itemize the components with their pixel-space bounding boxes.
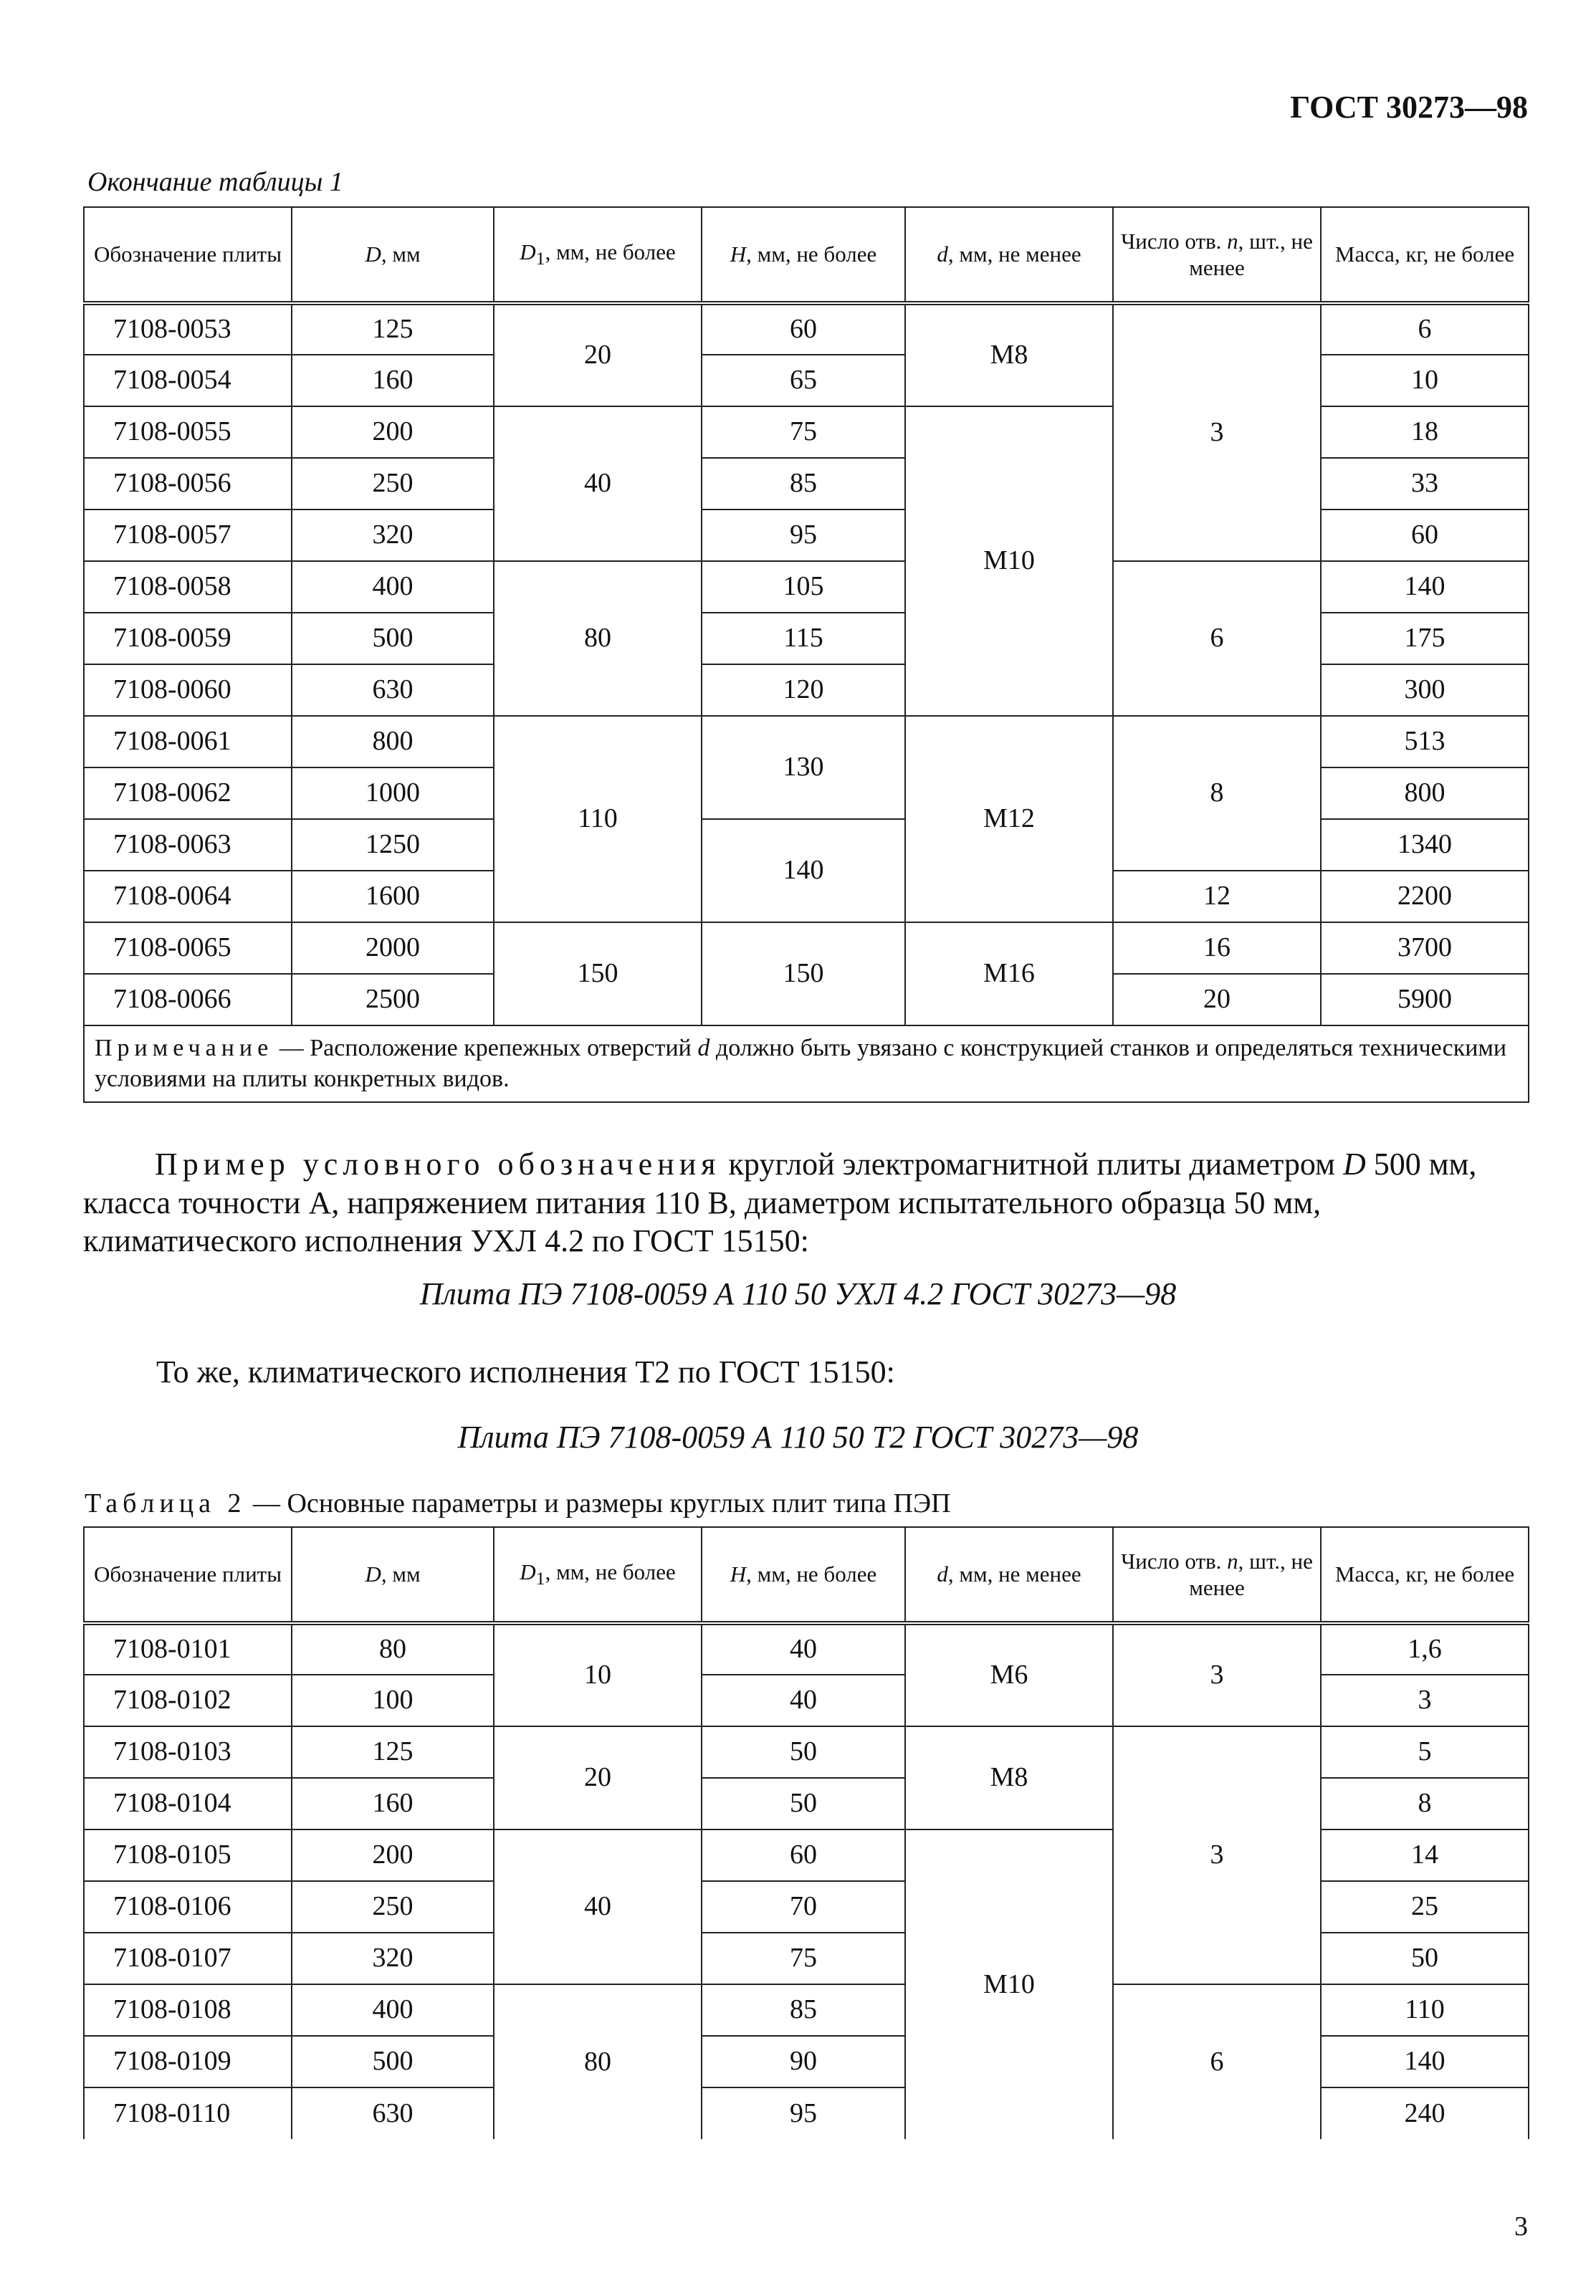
col-d-header: D, мм (292, 207, 494, 303)
cell-code: 7108-0103 (84, 1726, 292, 1778)
cell-d: 1600 (292, 871, 494, 922)
cell-d: 800 (292, 716, 494, 767)
cell-holes: 12 (1113, 871, 1321, 922)
cell-holes: 6 (1113, 1984, 1321, 2139)
cell-code: 7108-0060 (84, 664, 292, 716)
cell-dsmall: М8 (905, 1726, 1113, 1829)
cell-h: 90 (702, 2036, 905, 2087)
cell-d: 160 (292, 1778, 494, 1829)
cell-mass: 33 (1321, 458, 1529, 510)
cell-d1: 20 (494, 1726, 702, 1829)
cell-mass: 1340 (1321, 819, 1529, 871)
cell-d: 125 (292, 1726, 494, 1778)
col-d-header: D, мм (292, 1527, 494, 1623)
cell-mass: 5900 (1321, 974, 1529, 1025)
col-h-header: H, мм, не более (702, 1527, 905, 1623)
cell-h: 60 (702, 1829, 905, 1881)
cell-code: 7108-0054 (84, 355, 292, 406)
cell-holes: 20 (1113, 974, 1321, 1025)
cell-h: 115 (702, 613, 905, 664)
cell-mass: 1,6 (1321, 1623, 1529, 1675)
cell-d1: 150 (494, 922, 702, 1025)
table-row (84, 1726, 1529, 1778)
cell-h: 140 (702, 819, 905, 922)
cell-h: 120 (702, 664, 905, 716)
cell-code: 7108-0101 (84, 1623, 292, 1675)
cell-d: 2000 (292, 922, 494, 974)
col-d1-header: $D_1$, мм, не более (494, 1527, 702, 1623)
table-row (84, 303, 1529, 355)
cell-mass: 513 (1321, 716, 1529, 767)
cell-dsmall: М10 (905, 1829, 1113, 2139)
cell-d1: 20 (494, 303, 702, 406)
cell-d: 320 (292, 510, 494, 561)
cell-mass: 3 (1321, 1675, 1529, 1726)
col-designation-header: Обозначение плиты (84, 207, 292, 303)
cell-h: 75 (702, 1933, 905, 1984)
cell-d: 630 (292, 664, 494, 716)
table-row (84, 561, 1529, 613)
standard-code: ГОСТ 30273—98 (1290, 90, 1528, 125)
cell-code: 7108-0053 (84, 303, 292, 355)
cell-d: 200 (292, 1829, 494, 1881)
cell-d: 125 (292, 303, 494, 355)
cell-d: 400 (292, 561, 494, 613)
cell-d: 250 (292, 458, 494, 510)
cell-h: 60 (702, 303, 905, 355)
cell-h: 95 (702, 510, 905, 561)
col-h-header: H, мм, не более (702, 207, 905, 303)
cell-h: 105 (702, 561, 905, 613)
cell-d1: 110 (494, 716, 702, 922)
cell-h: 40 (702, 1675, 905, 1726)
cell-dsmall: М10 (905, 406, 1113, 716)
cell-holes: 16 (1113, 922, 1321, 974)
cell-holes: 3 (1113, 1726, 1321, 1984)
example-designation-1: Плита ПЭ 7108-0059 А 110 50 УХЛ 4.2 ГОСТ 30273—98 (419, 1276, 1177, 1311)
cell-mass: 110 (1321, 1984, 1529, 2036)
table2 (83, 1526, 1529, 2139)
cell-dsmall: М6 (905, 1623, 1113, 1726)
cell-mass: 175 (1321, 613, 1529, 664)
cell-mass: 2200 (1321, 871, 1529, 922)
cell-mass: 5 (1321, 1726, 1529, 1778)
cell-code: 7108-0105 (84, 1829, 292, 1881)
page-number: 3 (1514, 2211, 1528, 2242)
col-mass-header: Масса, кг, не более (1321, 207, 1529, 303)
cell-mass: 140 (1321, 2036, 1529, 2087)
cell-mass: 50 (1321, 1933, 1529, 1984)
cell-h: 50 (702, 1778, 905, 1829)
cell-code: 7108-0062 (84, 767, 292, 819)
cell-d: 250 (292, 1881, 494, 1933)
col-mass-header: Масса, кг, не более (1321, 1527, 1529, 1623)
table-row (84, 716, 1529, 767)
table2-header-row (84, 1527, 1529, 1623)
cell-code: 7108-0061 (84, 716, 292, 767)
cell-code: 7108-0056 (84, 458, 292, 510)
cell-d: 80 (292, 1623, 494, 1675)
cell-h: 75 (702, 406, 905, 458)
cell-d: 2500 (292, 974, 494, 1025)
cell-d: 1000 (292, 767, 494, 819)
col-holes-header: Число отв. n, шт., не менее (1113, 207, 1321, 303)
cell-d: 100 (292, 1675, 494, 1726)
cell-d: 500 (292, 2036, 494, 2087)
example-paragraph: Пример условного обозначения круглой электромагнитной плиты диаметром D 500 мм, класса точности А, напряжением питания 110 В, диаметром испытательного образца 50 мм, климатического исполнения УХЛ 4.2 по ГОСТ 15150: (83, 1147, 1477, 1259)
col-designation-header: Обозначение плиты (84, 1527, 292, 1623)
cell-d: 1250 (292, 819, 494, 871)
table-note-row (84, 1025, 1529, 1102)
cell-code: 7108-0057 (84, 510, 292, 561)
cell-mass: 240 (1321, 2087, 1529, 2139)
cell-h: 50 (702, 1726, 905, 1778)
col-d1-header: $D_1$, мм, не более (494, 207, 702, 303)
same-climatic-paragraph: То же, климатического исполнения Т2 по ГОСТ 15150: (156, 1354, 895, 1389)
cell-code: 7108-0108 (84, 1984, 292, 2036)
cell-mass: 8 (1321, 1778, 1529, 1829)
cell-d: 160 (292, 355, 494, 406)
cell-d: 320 (292, 1933, 494, 1984)
cell-code: 7108-0102 (84, 1675, 292, 1726)
col-dsmall-header: d, мм, не менее (905, 1527, 1113, 1623)
cell-h: 130 (702, 716, 905, 819)
cell-code: 7108-0110 (84, 2087, 292, 2139)
cell-dsmall: М12 (905, 716, 1113, 922)
cell-code: 7108-0063 (84, 819, 292, 871)
cell-mass: 3700 (1321, 922, 1529, 974)
cell-mass: 18 (1321, 406, 1529, 458)
cell-d1: 40 (494, 1829, 702, 1984)
cell-code: 7108-0064 (84, 871, 292, 922)
cell-h: 85 (702, 1984, 905, 2036)
cell-holes: 6 (1113, 561, 1321, 716)
cell-h: 40 (702, 1623, 905, 1675)
cell-d: 630 (292, 2087, 494, 2139)
cell-code: 7108-0109 (84, 2036, 292, 2087)
cell-h: 85 (702, 458, 905, 510)
cell-h: 150 (702, 922, 905, 1025)
cell-code: 7108-0059 (84, 613, 292, 664)
cell-h: 65 (702, 355, 905, 406)
cell-d1: 80 (494, 1984, 702, 2139)
cell-d1: 40 (494, 406, 702, 561)
cell-code: 7108-0066 (84, 974, 292, 1025)
cell-mass: 6 (1321, 303, 1529, 355)
cell-code: 7108-0065 (84, 922, 292, 974)
cell-mass: 25 (1321, 1881, 1529, 1933)
cell-d1: 80 (494, 561, 702, 716)
cell-holes: 8 (1113, 716, 1321, 871)
cell-holes: 3 (1113, 1623, 1321, 1726)
cell-mass: 14 (1321, 1829, 1529, 1881)
cell-d: 200 (292, 406, 494, 458)
cell-mass: 300 (1321, 664, 1529, 716)
cell-holes: 3 (1113, 303, 1321, 561)
cell-code: 7108-0107 (84, 1933, 292, 1984)
cell-mass: 800 (1321, 767, 1529, 819)
table1-header-row (84, 207, 1529, 303)
cell-mass: 60 (1321, 510, 1529, 561)
cell-d: 400 (292, 1984, 494, 2036)
cell-d: 500 (292, 613, 494, 664)
col-holes-header: Число отв. n, шт., не менее (1113, 1527, 1321, 1623)
cell-code: 7108-0055 (84, 406, 292, 458)
table1 (83, 206, 1529, 1103)
cell-h: 95 (702, 2087, 905, 2139)
cell-dsmall: М8 (905, 303, 1113, 406)
cell-code: 7108-0104 (84, 1778, 292, 1829)
cell-code: 7108-0058 (84, 561, 292, 613)
cell-mass: 10 (1321, 355, 1529, 406)
table-note: Примечание — Расположение крепежных отверстий d должно быть увязано с конструкцией станков и определяться техническими условиями на плиты конкретных видов. (84, 1025, 1529, 1102)
table1-continuation-title: Окончание таблицы 1 (87, 167, 343, 197)
table-row (84, 1984, 1529, 2036)
example-designation-2: Плита ПЭ 7108-0059 А 110 50 Т2 ГОСТ 30273—98 (457, 1420, 1139, 1455)
table-row (84, 922, 1529, 974)
cell-code: 7108-0106 (84, 1881, 292, 1933)
cell-d1: 10 (494, 1623, 702, 1726)
table2-title: Таблица 2 — Основные параметры и размеры круглых плит типа ПЭП (85, 1488, 951, 1518)
cell-h: 70 (702, 1881, 905, 1933)
cell-dsmall: М16 (905, 922, 1113, 1025)
table-row (84, 1623, 1529, 1675)
col-dsmall-header: d, мм, не менее (905, 207, 1113, 303)
cell-mass: 140 (1321, 561, 1529, 613)
